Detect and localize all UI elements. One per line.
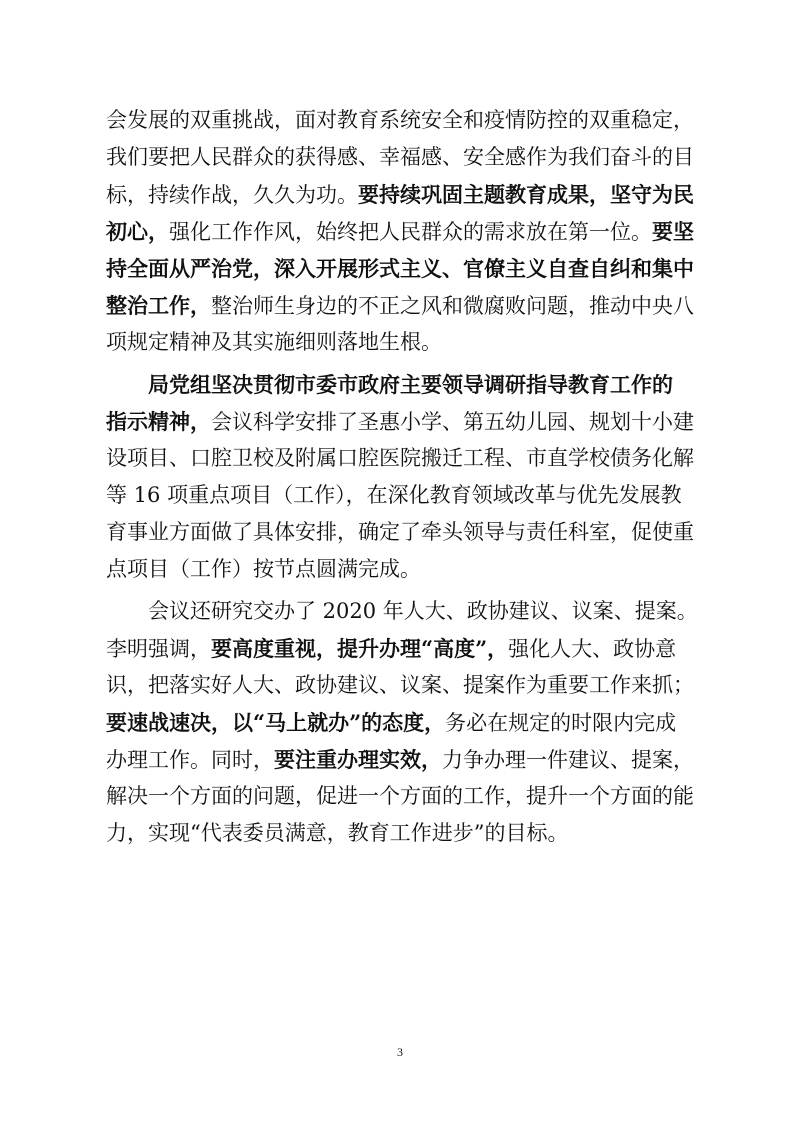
bold-text-run: 持全面从严治党，深入开展形式主义、官僚主义自查自纠和集中 xyxy=(106,256,694,281)
text-run: 标，持续作战，久久为功。 xyxy=(106,183,358,207)
text-line xyxy=(106,741,710,778)
text-run: 力争办理一件建议、提案， xyxy=(442,748,694,772)
document-body xyxy=(106,102,710,852)
bold-text-run: 指示精神， xyxy=(106,409,211,434)
page-number: 3 xyxy=(397,1045,403,1059)
text-line xyxy=(106,139,710,176)
bold-text-run: 要速战速决，以“马上就办”的态度， xyxy=(106,710,446,735)
text-run: 识，把落实好人大、政协建议、议案、提案作为重要工作来抓； xyxy=(106,673,694,697)
text-run: 整治师生身边的不正之风和微腐败问题，推动中央八 xyxy=(211,294,694,318)
text-line xyxy=(106,477,710,514)
text-line xyxy=(106,324,710,361)
text-line xyxy=(106,366,710,403)
text-line xyxy=(106,815,710,852)
text-run: 育事业方面做了具体安排，确定了牵头领导与责任科室，促使重 xyxy=(106,520,694,544)
text-line xyxy=(106,213,710,250)
text-run: 李明强调， xyxy=(106,637,211,661)
text-run: 办理工作。同时， xyxy=(106,748,274,772)
text-line xyxy=(106,514,710,551)
text-run: 设项目、口腔卫校及附属口腔医院搬迁工程、市直学校债务化解 xyxy=(106,446,694,470)
text-line xyxy=(106,102,710,139)
text-line xyxy=(106,176,710,213)
text-line xyxy=(106,593,710,630)
text-run: 会议还研究交办了 2020 年人大、政协建议、议案、提案。 xyxy=(148,599,698,623)
text-line xyxy=(106,667,710,704)
text-run: 力，实现“代表委员满意，教育工作进步”的目标。 xyxy=(106,821,569,845)
text-run: 我们要把人民群众的获得感、幸福感、安全感作为我们奋斗的目 xyxy=(106,145,694,169)
text-run: 项规定精神及其实施细则落地生根。 xyxy=(106,330,442,354)
bold-text-run: 局党组坚决贯彻市委市政府主要领导调研指导教育工作的 xyxy=(148,372,673,397)
text-run: 等 16 项重点项目（工作），在深化教育领域改革与优先发展教 xyxy=(106,483,682,507)
text-run: 务必在规定的时限内完成 xyxy=(445,711,677,735)
bold-text-run: 要高度重视，提升办理“高度”， xyxy=(211,636,509,661)
paragraph xyxy=(106,593,710,852)
bold-text-run: 初心， xyxy=(106,219,169,244)
text-line xyxy=(106,250,710,287)
text-run: 点项目（工作）按节点圆满完成。 xyxy=(106,557,421,581)
text-line xyxy=(106,704,710,741)
text-line xyxy=(106,630,710,667)
bold-text-run: 整治工作， xyxy=(106,293,211,318)
text-line xyxy=(106,440,710,477)
bold-text-run: 要注重办理实效， xyxy=(274,747,442,772)
text-line xyxy=(106,403,710,440)
text-line xyxy=(106,551,710,588)
bold-text-run: 要坚 xyxy=(652,219,694,244)
text-run: 会发展的双重挑战，面对教育系统安全和疫情防控的双重稳定， xyxy=(106,108,694,132)
bold-text-run: 要持续巩固主题教育成果，坚守为民 xyxy=(358,182,694,207)
text-run: 强化工作作风，始终把人民群众的需求放在第一位。 xyxy=(169,220,652,244)
paragraph xyxy=(106,102,710,361)
text-line xyxy=(106,778,710,815)
text-line xyxy=(106,287,710,324)
text-run: 强化人大、政协意 xyxy=(508,637,677,661)
paragraph xyxy=(106,366,710,588)
text-run: 解决一个方面的问题，促进一个方面的工作，提升一个方面的能 xyxy=(106,784,694,808)
text-run: 会议科学安排了圣惠小学、第五幼儿园、规划十小建 xyxy=(211,410,694,434)
